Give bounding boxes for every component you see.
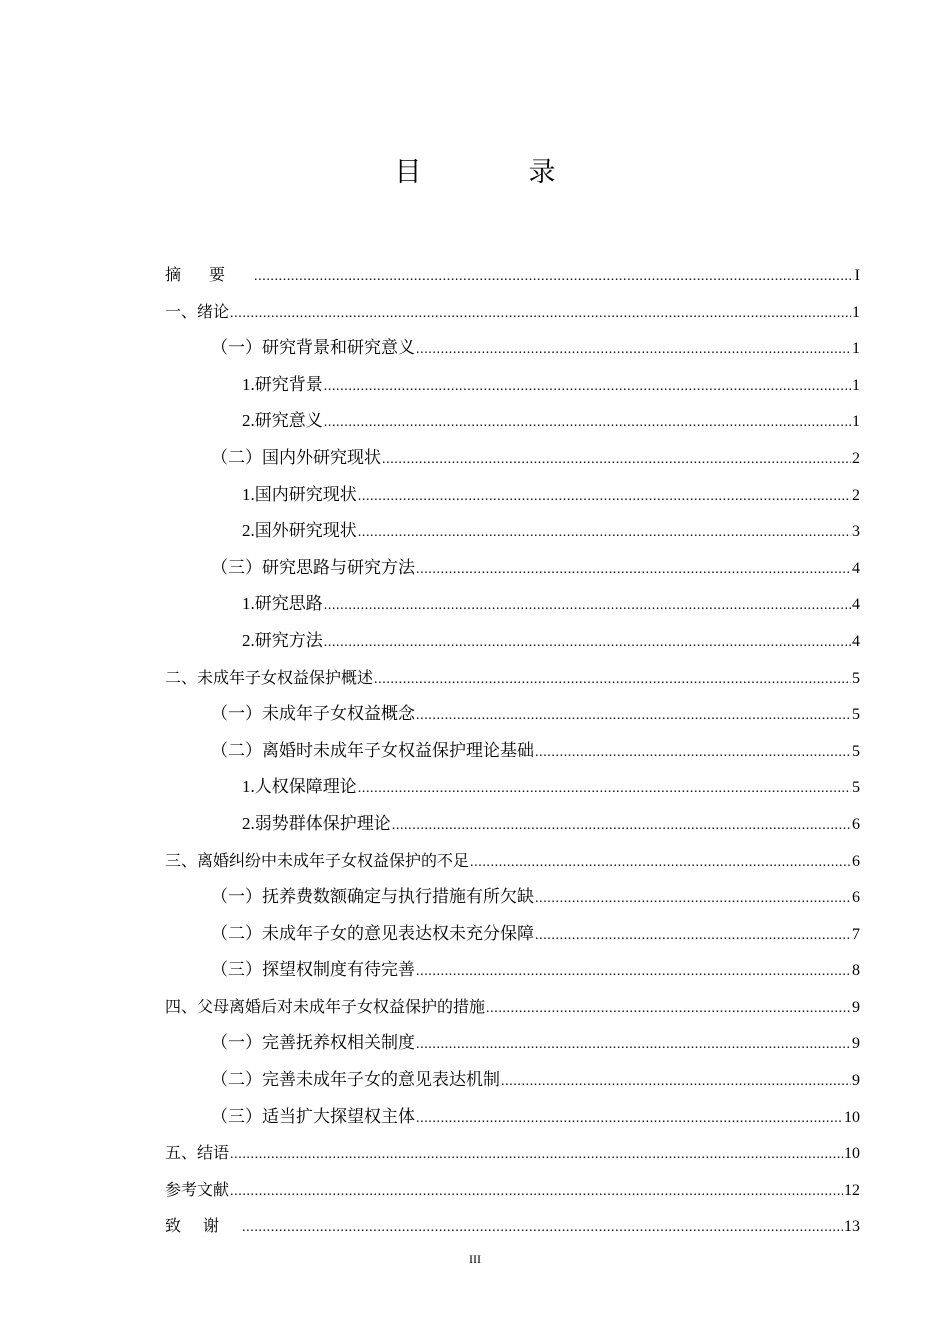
toc-entry-label: 未成年子女权益保护概述 — [197, 667, 374, 687]
toc-entry[interactable] — [165, 440, 860, 477]
table-of-contents — [165, 257, 860, 1245]
toc-entry-number: 四、 — [165, 996, 198, 1016]
toc-entry[interactable] — [165, 1172, 860, 1209]
toc-entry-page: 6 — [852, 889, 860, 907]
toc-entry-number: （二） — [211, 1070, 262, 1091]
toc-entry-page: 5 — [852, 669, 860, 687]
dot-leader — [254, 259, 854, 296]
toc-entry-page: 2 — [852, 449, 860, 467]
toc-entry-label: 离婚时未成年子女权益保护理论基础 — [262, 740, 534, 761]
toc-entry-label: 国内研究现状 — [254, 484, 357, 505]
toc-entry-number: 三、 — [165, 850, 198, 870]
dot-leader — [535, 735, 851, 772]
toc-entry-label: 摘要 — [165, 265, 254, 284]
toc-entry-label: 完善未成年子女的意见表达机制 — [262, 1070, 500, 1091]
dot-leader — [416, 1101, 843, 1138]
toc-entry[interactable] — [165, 952, 860, 989]
dot-leader — [470, 845, 851, 882]
toc-entry-label: 抚养费数额确定与执行措施有所欠缺 — [262, 887, 534, 908]
dot-leader — [416, 698, 851, 735]
toc-entry-page: 8 — [852, 962, 860, 980]
toc-entry[interactable] — [165, 660, 860, 697]
toc-entry[interactable] — [165, 1062, 860, 1099]
dot-leader — [358, 515, 851, 552]
dot-leader — [358, 479, 851, 516]
toc-entry-label: 结语 — [197, 1143, 230, 1163]
toc-entry[interactable] — [165, 257, 860, 294]
dot-leader — [242, 1210, 843, 1247]
toc-entry[interactable] — [165, 733, 860, 770]
dot-leader — [230, 1137, 843, 1174]
toc-entry-page: 12 — [844, 1181, 860, 1199]
toc-entry-page: 2 — [852, 486, 860, 504]
toc-entry-page: 7 — [852, 925, 860, 943]
toc-entry-number: （三） — [211, 557, 262, 578]
toc-entry-page: 1 — [852, 303, 860, 321]
toc-entry-label: 未成年子女的意见表达权未充分保障 — [262, 923, 534, 944]
toc-entry-number: （二） — [211, 447, 262, 468]
toc-entry-number: （一） — [211, 704, 262, 725]
dot-leader — [324, 369, 851, 406]
toc-entry-page: 1 — [852, 340, 860, 358]
toc-entry-number: （一） — [211, 1033, 262, 1054]
dot-leader — [358, 771, 851, 808]
toc-entry-number: （二） — [211, 923, 262, 944]
toc-entry-label: 研究意义 — [254, 411, 323, 432]
toc-entry-number: 1. — [242, 594, 255, 614]
toc-entry-number: 2. — [242, 813, 255, 833]
toc-entry-page: 1 — [852, 413, 860, 431]
dot-leader — [501, 1064, 851, 1101]
toc-entry[interactable] — [165, 1099, 860, 1136]
toc-entry-number: 1. — [242, 777, 255, 797]
toc-entry[interactable] — [165, 623, 860, 660]
toc-entry[interactable] — [165, 1135, 860, 1172]
toc-entry-page: 3 — [852, 523, 860, 541]
toc-entry[interactable] — [165, 769, 860, 806]
toc-entry[interactable] — [165, 367, 860, 404]
toc-entry-number: （二） — [211, 740, 262, 761]
toc-entry-page: 6 — [852, 852, 860, 870]
toc-entry-label: 适当扩大探望权主体 — [262, 1106, 415, 1127]
toc-entry-number: （三） — [211, 1106, 262, 1127]
dot-leader — [416, 552, 851, 589]
toc-entry-label: 父母离婚后对未成年子女权益保护的措施 — [197, 996, 486, 1016]
toc-entry-label: 研究思路 — [254, 594, 323, 615]
toc-entry[interactable] — [165, 1025, 860, 1062]
toc-entry-number: 2. — [242, 411, 255, 431]
toc-entry-page: 4 — [852, 596, 860, 614]
toc-entry-number: 五、 — [165, 1143, 198, 1163]
toc-entry-page: 9 — [852, 998, 860, 1016]
dot-leader — [324, 588, 851, 625]
dot-leader — [416, 954, 851, 991]
toc-entry[interactable] — [165, 879, 860, 916]
toc-entry-label: 未成年子女权益概念 — [262, 704, 415, 725]
toc-entry-label: 国内外研究现状 — [262, 447, 381, 468]
toc-entry-label: 弱势群体保护理论 — [254, 813, 391, 834]
toc-entry-page: 4 — [852, 632, 860, 650]
toc-entry-page: 1 — [852, 376, 860, 394]
dot-leader — [416, 332, 851, 369]
toc-entry[interactable] — [165, 550, 860, 587]
toc-entry-label: 研究背景 — [254, 374, 323, 395]
toc-entry-number: 二、 — [165, 667, 198, 687]
toc-entry-label: 完善抚养权相关制度 — [262, 1033, 415, 1054]
dot-leader — [374, 662, 851, 699]
dot-leader — [230, 296, 851, 333]
toc-entry-page: 9 — [852, 1035, 860, 1053]
toc-entry[interactable] — [165, 916, 860, 953]
toc-entry[interactable] — [165, 513, 860, 550]
toc-entry-label: 国外研究现状 — [254, 521, 357, 542]
toc-entry[interactable] — [165, 806, 860, 843]
toc-entry-page: 6 — [852, 815, 860, 833]
toc-entry-label: 探望权制度有待完善 — [262, 960, 415, 981]
dot-leader — [535, 881, 851, 918]
dot-leader — [230, 1174, 843, 1211]
toc-entry[interactable] — [165, 696, 860, 733]
toc-entry[interactable] — [165, 330, 860, 367]
toc-entry[interactable] — [165, 989, 860, 1026]
toc-entry-page: I — [854, 267, 860, 284]
toc-entry-page: 5 — [852, 779, 860, 797]
toc-entry-page: 5 — [852, 742, 860, 760]
dot-leader — [324, 625, 851, 662]
toc-entry-number: 一、 — [165, 301, 198, 321]
toc-entry-label: 研究方法 — [254, 630, 323, 651]
dot-leader — [416, 1027, 851, 1064]
toc-entry-number: （一） — [211, 338, 262, 359]
toc-entry[interactable] — [165, 843, 860, 880]
toc-entry-label: 人权保障理论 — [254, 777, 357, 798]
toc-entry[interactable] — [165, 586, 860, 623]
toc-entry-label: 离婚纠纷中未成年子女权益保护的不足 — [197, 850, 470, 870]
toc-entry-number: 1. — [242, 374, 255, 394]
toc-entry-label: 研究思路与研究方法 — [262, 557, 415, 578]
dot-leader — [382, 442, 851, 479]
toc-entry-page: 10 — [844, 1145, 860, 1163]
toc-entry-number: 2. — [242, 521, 255, 541]
toc-entry[interactable] — [165, 403, 860, 440]
toc-entry-number: 1. — [242, 484, 255, 504]
toc-entry-label: 绪论 — [197, 301, 230, 321]
toc-entry-label: 参考文献 — [165, 1179, 230, 1199]
dot-leader — [324, 405, 851, 442]
dot-leader — [486, 991, 851, 1028]
toc-entry[interactable] — [165, 1208, 860, 1245]
toc-entry-label: 研究背景和研究意义 — [262, 338, 415, 359]
toc-entry-number: 2. — [242, 630, 255, 650]
toc-entry[interactable] — [165, 294, 860, 331]
toc-entry-page: 9 — [852, 1072, 860, 1090]
toc-entry-page: 5 — [852, 706, 860, 724]
toc-entry-number: （三） — [211, 960, 262, 981]
page-title: 目 录 — [394, 157, 596, 188]
dot-leader — [535, 918, 851, 955]
toc-entry-page: 4 — [852, 559, 860, 577]
page-number-footer: III — [469, 1252, 481, 1266]
toc-entry-number: （一） — [211, 887, 262, 908]
toc-entry[interactable] — [165, 477, 860, 514]
toc-entry-page: 10 — [844, 1108, 860, 1126]
dot-leader — [392, 808, 851, 845]
toc-entry-page: 13 — [844, 1218, 860, 1236]
toc-entry-label: 致谢 — [165, 1216, 242, 1236]
